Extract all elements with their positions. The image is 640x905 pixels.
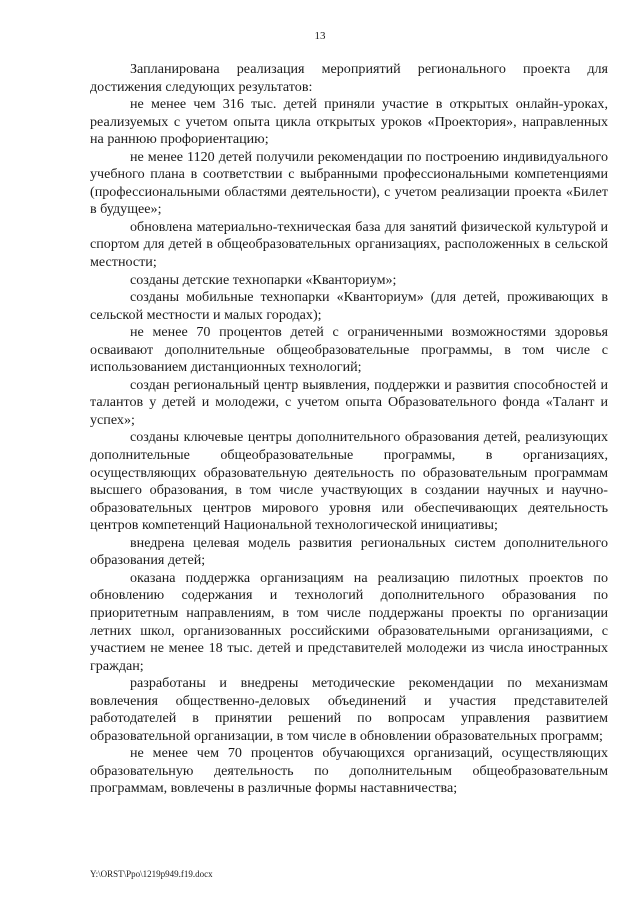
paragraph-intro: Запланирована реализация мероприятий регионального проекта для достижения следующих результатов: [90, 61, 608, 95]
paragraph-result: разработаны и внедрены методические рекомендации по механизмам вовлечения общественно-деловых объединений и участия представителей работодателей в принятии решений по вопросам управления развитием образовательной организации, в том числе в обновлении образовательных программ; [90, 675, 608, 744]
paragraph-result: оказана поддержка организациям на реализацию пилотных проектов по обновлению содержания и технологий дополнительного образования по приоритетным направлениям, в том числе поддержаны проекты по организации летних школ, организованных российскими образовательными организациями, с участием не менее 18 тыс. детей и представителей молодежи из числа иностранных граждан; [90, 569, 608, 674]
footer-file-path: Y:\ORST\Ppo\1219p949.f19.docx [90, 869, 213, 879]
paragraph-result: созданы мобильные технопарки «Кванториум» (для детей, проживающих в сельской местности и малых городах); [90, 289, 608, 323]
paragraph-result: создан региональный центр выявления, поддержки и развития способностей и талантов у детей и молодежи, с учетом опыта Образовательного фонда «Талант и успех»; [90, 376, 608, 428]
paragraph-result: созданы ключевые центры дополнительного образования детей, реализующих дополнительные общеобразовательные программы, в организациях, осуществляющих образовательную деятельность по образовательным программам высшего образования, в том числе участвующих в создании научных и научно-образовательных центров мирового уровня или обеспечивающих деятельность центров компетенций Национальной технологической инициативы; [90, 429, 608, 534]
paragraph-result: созданы детские технопарки «Кванториум»; [130, 271, 397, 288]
paragraph-result: не менее чем 316 тыс. детей приняли участие в открытых онлайн-уроках, реализуемых с учетом опыта цикла открытых уроков «Проектория», направленных на раннюю профориентацию; [90, 96, 608, 148]
paragraph-result: не менее чем 70 процентов обучающихся организаций, осуществляющих образовательную деятельность по дополнительным общеобразовательным программам, вовлечены в различные формы наставничества; [90, 745, 608, 797]
paragraph-result: не менее 70 процентов детей с ограниченными возможностями здоровья осваивают дополнительные общеобразовательные программы, в том числе с использованием дистанционных технологий; [90, 324, 608, 376]
paragraph-result: не менее 1120 детей получили рекомендации по построению индивидуального учебного плана в соответствии с выбранными профессиональными компетенциями (профессиональными областями деятельности), с учетом реализации проекта «Билет в будущее»; [90, 148, 608, 218]
document-body [90, 61, 608, 798]
paragraph-result: внедрена целевая модель развития региональных систем дополнительного образования детей; [90, 534, 608, 569]
paragraph-result: обновлена материально-техническая база для занятий физической культурой и спортом для детей в общеобразовательных организациях, расположенных в сельской местности; [90, 218, 608, 271]
page-number: 13 [314, 30, 326, 42]
